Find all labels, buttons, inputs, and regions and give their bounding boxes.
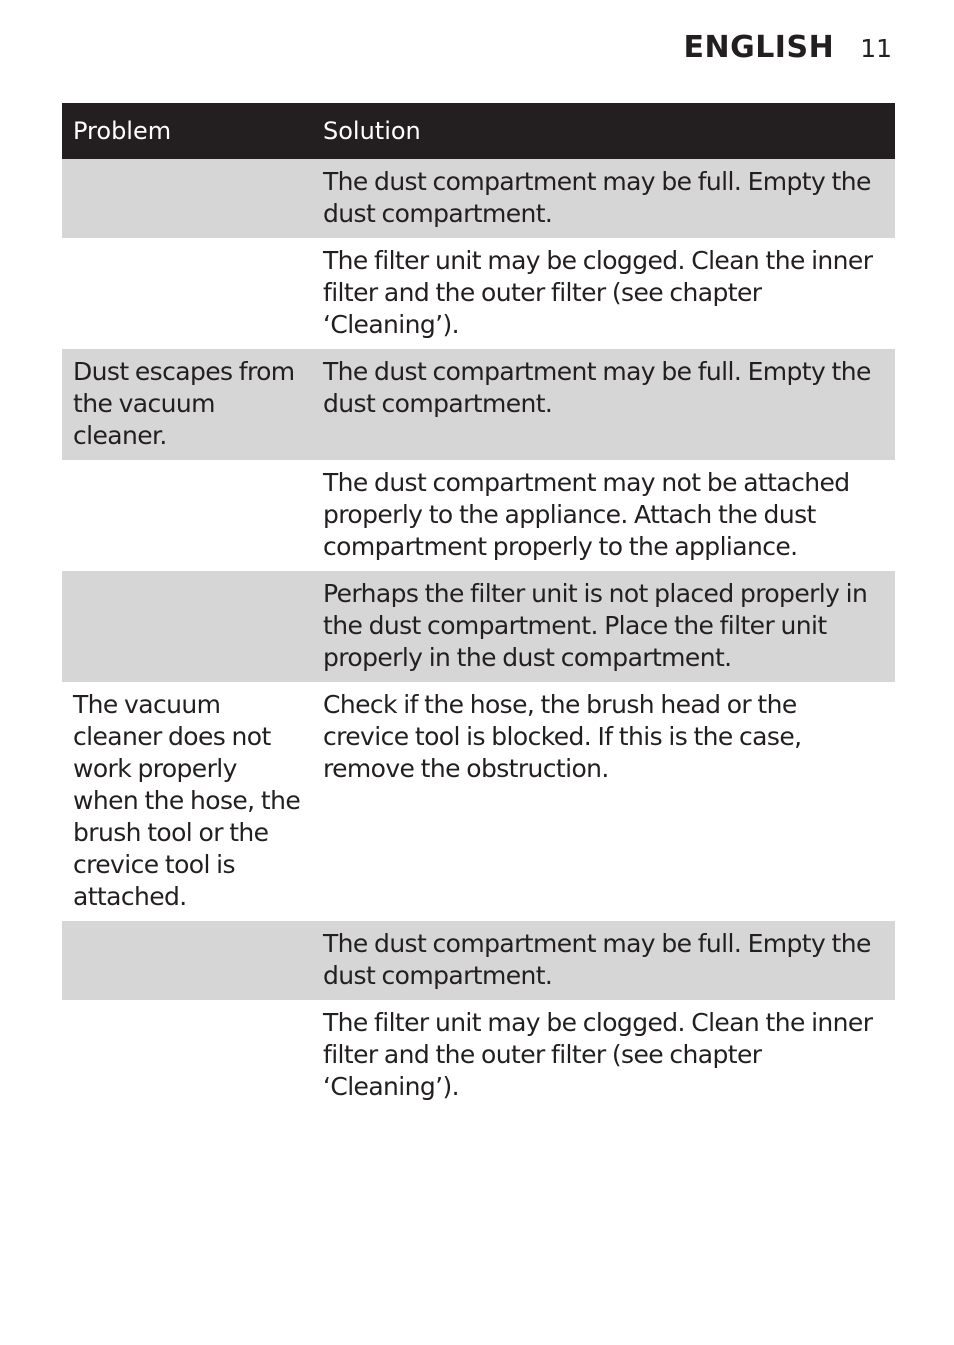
problem-cell (62, 460, 312, 571)
column-header-solution: Solution (312, 103, 895, 159)
table-header-row (62, 103, 895, 159)
troubleshooting-table (62, 103, 895, 1111)
table-row (62, 349, 895, 460)
problem-cell (62, 159, 312, 238)
column-header-problem: Problem (62, 103, 312, 159)
page-number: 11 (860, 34, 892, 63)
problem-cell (62, 1000, 312, 1111)
table-row (62, 682, 895, 921)
table-row (62, 921, 895, 1000)
problem-cell (62, 921, 312, 1000)
section-language-label: ENGLISH (683, 30, 835, 65)
solution-cell: The filter unit may be clogged. Clean the inner filter and the outer filter (see chapter ‘Cleaning’). (312, 1000, 895, 1111)
problem-cell (62, 238, 312, 349)
solution-cell: Perhaps the filter unit is not placed properly in the dust compartment. Place the filter unit properly in the dust compartment. (312, 571, 895, 682)
solution-cell: The dust compartment may be full. Empty the dust compartment. (312, 349, 895, 460)
problem-cell: Dust escapes from the vacuum cleaner. (62, 349, 312, 460)
table-row (62, 238, 895, 349)
table-row (62, 571, 895, 682)
solution-cell: Check if the hose, the brush head or the crevice tool is blocked. If this is the case, remove the obstruction. (312, 682, 895, 921)
solution-cell: The filter unit may be clogged. Clean the inner filter and the outer filter (see chapter ‘Cleaning’). (312, 238, 895, 349)
problem-cell: The vacuum cleaner does not work properly when the hose, the brush tool or the crevice tool is attached. (62, 682, 312, 921)
table-row (62, 460, 895, 571)
table-row (62, 159, 895, 238)
page-header (683, 30, 892, 65)
problem-cell (62, 571, 312, 682)
solution-cell: The dust compartment may be full. Empty the dust compartment. (312, 921, 895, 1000)
table-row (62, 1000, 895, 1111)
solution-cell: The dust compartment may not be attached properly to the appliance. Attach the dust compartment properly to the appliance. (312, 460, 895, 571)
solution-cell: The dust compartment may be full. Empty the dust compartment. (312, 159, 895, 238)
